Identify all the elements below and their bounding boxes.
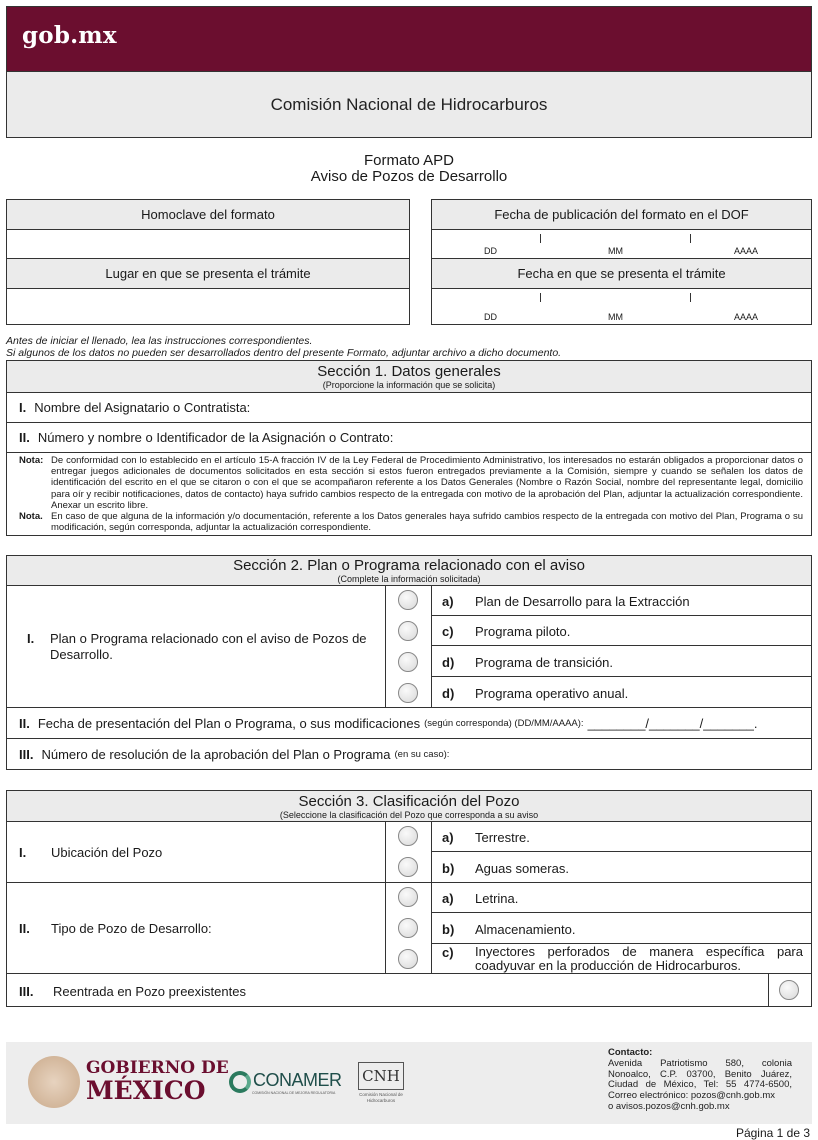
radio-aguas-someras[interactable]: [398, 857, 418, 877]
roman-numeral: I.: [19, 400, 27, 415]
section3-q3: [6, 973, 812, 1007]
note-1: [19, 455, 803, 511]
roman-numeral: II.: [19, 921, 30, 936]
radio-almacenamiento[interactable]: [398, 918, 418, 938]
q2-label: Fecha de presentación del Plan o Programa, o sus modificaciones: [37, 715, 421, 731]
option-text: Aguas someras.: [475, 861, 569, 876]
q1-label: Ubicación del Pozo: [51, 845, 163, 860]
section3-q2: [6, 882, 386, 974]
roman-numeral: II.: [19, 715, 30, 731]
q3-small: (en su caso):: [394, 748, 450, 760]
option-text: Programa de transición.: [475, 655, 614, 670]
fecha-dof-input[interactable]: [431, 229, 812, 259]
section2-option-d1[interactable]: [431, 645, 812, 677]
section1-item-1[interactable]: [6, 392, 812, 423]
q3-label: Número de resolución de la aprobación del Plan o Programa: [41, 746, 391, 762]
section2-header: [6, 555, 812, 586]
item-label: Nombre del Asignatario o Contratista:: [34, 400, 251, 415]
contact-block: [608, 1048, 792, 1113]
section1-item-2[interactable]: [6, 422, 812, 453]
option-text: Programa operativo anual.: [475, 686, 629, 701]
roman-numeral: II.: [19, 430, 30, 445]
q2-label: Tipo de Pozo de Desarrollo:: [51, 921, 212, 936]
conamer-logo-icon: [229, 1071, 251, 1093]
note-text: En caso de que alguna de la información y/o documentación, referente a los Datos generales haya sufrido cambios respecto de la entregada con motivo del Plan, Programa o su modificación, según corresponda, adjuntar la actualización correspondiente.: [51, 511, 803, 534]
contact-line: Ciudad de México, Tel: 55 4774-6500,: [608, 1079, 792, 1091]
radio-programa-transicion[interactable]: [398, 652, 418, 672]
option-text: Terrestre.: [475, 830, 530, 845]
lugar-input[interactable]: [6, 288, 410, 325]
radio-inyectores[interactable]: [398, 949, 418, 969]
section1-notes: [6, 452, 812, 536]
gov-line-2: MÉXICO: [86, 1076, 206, 1105]
roman-numeral: I.: [27, 631, 35, 646]
option-letter: d): [442, 655, 455, 670]
option-letter: b): [442, 922, 455, 937]
section2-subtitle: (Complete la información solicitada): [337, 574, 481, 584]
section3-header: [6, 790, 812, 822]
option-text: Letrina.: [475, 891, 519, 906]
contact-title: Contacto:: [608, 1047, 653, 1058]
conamer-logo-text: CONAMER: [253, 1070, 342, 1090]
section3-q2-option-b[interactable]: [431, 912, 812, 944]
cnh-subtext: Comisión Nacional de Hidrocarburos: [359, 1092, 403, 1103]
option-text: Plan de Desarrollo para la Extracción: [475, 594, 690, 609]
note-tag: Nota:: [19, 455, 44, 466]
option-letter: d): [442, 686, 455, 701]
date-blank[interactable]: ________/_______/_______.: [587, 715, 758, 731]
section3-q2-option-a[interactable]: [431, 882, 812, 913]
aaaa-label: AAAA: [734, 312, 759, 322]
section3-subtitle: (Seleccione la clasificación del Pozo que corresponda a su aviso: [279, 810, 539, 820]
gobierno-mexico-logo: [86, 1058, 229, 1104]
section2-option-d2[interactable]: [431, 676, 812, 708]
national-seal-icon: [28, 1056, 80, 1108]
radio-plan-desarrollo[interactable]: [398, 590, 418, 610]
section3-q1-option-a[interactable]: [431, 821, 812, 852]
note-text: De conformidad con lo establecido en el artículo 15-A fracción IV de la Ley Federal de Procedimiento Administrativo, los interesados no estarán obligados a proporcionar datos o entregar juegos adicionales de documentos solicitados en esta sección si estos fueron entregados previamente a la Comisión, siempre y cuando se señalen los datos de identificación del escrito en el que se citaron o con el que se acompañaron referente a los Datos Generales (Nombre o Razón Social, nombre del representante legal, domicilio para oír y recibir notificaciones, datos de contacto) haya sufrido cambios respecto de la entregada con motivo de la aprobación del Plan, adjuntar la actualización correspondiente. Anexar un escrito libre.: [51, 455, 803, 511]
mm-label: MM: [608, 246, 623, 256]
section3-q1-option-b[interactable]: [431, 851, 812, 883]
option-text: Inyectores perforados de manera específica para coadyuvar en la producción de Hidrocarburos.: [475, 944, 803, 973]
section2-title: Sección 2. Plan o Programa relacionado con el aviso: [233, 557, 585, 574]
option-letter: b): [442, 861, 455, 876]
instruction-line-2: Si algunos de los datos no pueden ser desarrollados dentro del presente Formato, adjuntar archivo a dicho documento.: [6, 347, 562, 359]
header-bar: [6, 6, 812, 72]
agency-banner: Comisión Nacional de Hidrocarburos: [6, 72, 812, 138]
q3-label: Reentrada en Pozo preexistentes: [53, 984, 246, 999]
section1-title: Sección 1. Datos generales: [317, 363, 501, 380]
dd-label: DD: [484, 246, 497, 256]
lugar-label: Lugar en que se presenta el trámite: [6, 258, 410, 289]
dd-label: DD: [484, 312, 497, 322]
cnh-logo: CNH: [358, 1062, 404, 1090]
section2-q2[interactable]: [6, 707, 812, 739]
fecha-tramite-input[interactable]: [431, 288, 812, 325]
radio-programa-piloto[interactable]: [398, 621, 418, 641]
contact-email-2[interactable]: o avisos.pozos@cnh.gob.mx: [608, 1100, 730, 1112]
roman-numeral: III.: [19, 746, 34, 762]
option-text: Programa piloto.: [475, 624, 571, 639]
section3-q1: [6, 821, 386, 883]
option-letter: c): [442, 624, 454, 639]
section3-q2-option-c[interactable]: [431, 943, 812, 974]
section1-header: [6, 360, 812, 393]
aaaa-label: AAAA: [734, 246, 759, 256]
item-label: Número y nombre o Identificador de la Asignación o Contrato:: [37, 430, 394, 445]
roman-numeral: I.: [19, 845, 27, 860]
mm-label: MM: [608, 312, 623, 322]
section2-q1: [6, 585, 386, 708]
form-title: Formato APD: [363, 152, 455, 169]
homoclave-input[interactable]: [6, 229, 410, 259]
contact-line: Nonoalco, C.P. 03700, Benito Juárez,: [608, 1068, 792, 1080]
section2-option-c[interactable]: [431, 615, 812, 646]
form-subtitle: Aviso de Pozos de Desarrollo: [310, 168, 508, 185]
page-number: Página 1 de 3: [735, 1126, 810, 1140]
option-letter: c): [442, 945, 454, 960]
contact-line: Avenida Patriotismo 580, colonia: [608, 1057, 792, 1069]
radio-letrina[interactable]: [398, 887, 418, 907]
section1-subtitle: (Proporcione la información que se solicita): [322, 380, 496, 390]
option-text: Almacenamiento.: [475, 922, 576, 937]
section3-title: Sección 3. Clasificación del Pozo: [298, 793, 520, 810]
q1-label: Plan o Programa relacionado con el aviso de Pozos de Desarrollo.: [50, 631, 367, 662]
contact-email-1[interactable]: Correo electrónico: pozos@cnh.gob.mx: [608, 1090, 776, 1102]
radio-reentrada[interactable]: [779, 980, 799, 1000]
section2-q3[interactable]: [6, 738, 812, 770]
fecha-tramite-label: Fecha en que se presenta el trámite: [431, 258, 812, 289]
gov-line-1: GOBIERNO DE: [86, 1058, 229, 1078]
fecha-dof-label: Fecha de publicación del formato en el DOF: [431, 199, 812, 230]
note-tag: Nota.: [19, 511, 43, 523]
radio-terrestre[interactable]: [398, 826, 418, 846]
option-letter: a): [442, 594, 454, 609]
homoclave-label: Homoclave del formato: [6, 199, 410, 230]
note-2: [19, 511, 803, 533]
radio-programa-operativo[interactable]: [398, 683, 418, 703]
conamer-subtext: COMISIÓN NACIONAL DE MEJORA REGULATORIA: [252, 1091, 336, 1095]
option-letter: a): [442, 891, 454, 906]
section2-option-a[interactable]: [431, 585, 812, 616]
gobmx-logo[interactable]: gob.mx: [22, 22, 117, 49]
q2-small: (según corresponda) (DD/MM/AAAA):: [424, 717, 584, 729]
roman-numeral: III.: [19, 984, 34, 999]
option-letter: a): [442, 830, 454, 845]
instruction-line-1: Antes de iniciar el llenado, lea las instrucciones correspondientes.: [6, 335, 313, 347]
